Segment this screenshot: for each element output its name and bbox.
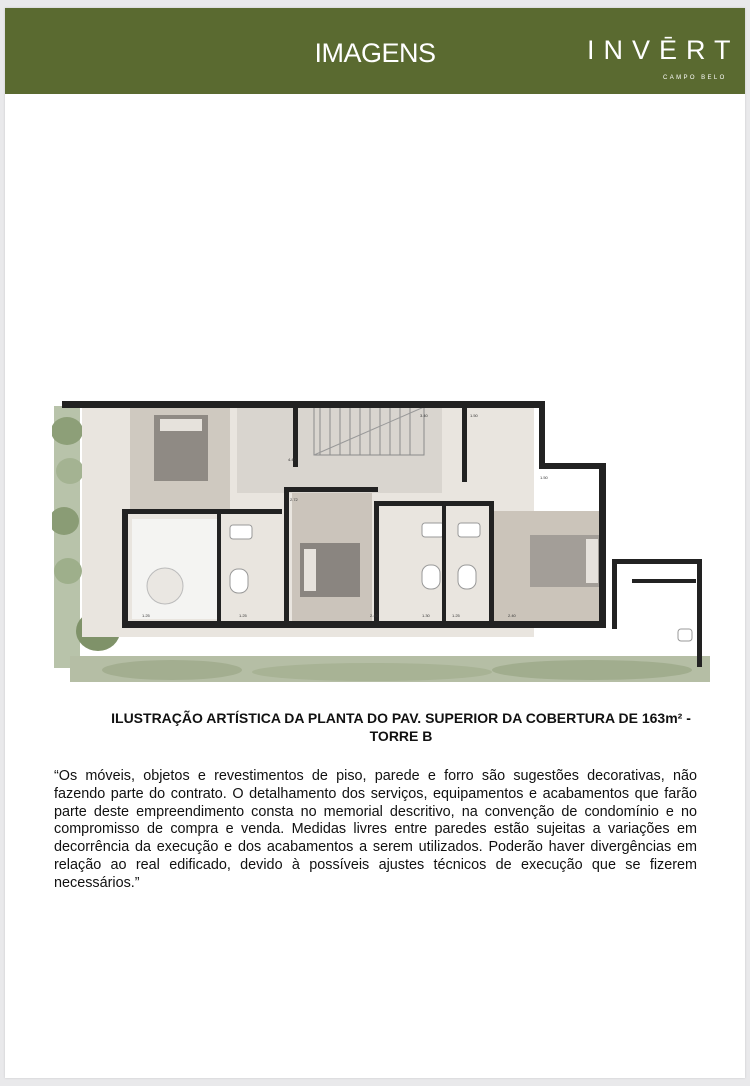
document-page [5, 8, 745, 1078]
dimension-label: 1.25 [452, 613, 460, 618]
disclaimer-text: “Os móveis, objetos e revestimentos de piso, parede e forro são sugestões decorativas, não fazendo parte do contrato. O detalhamento dos serviços, equipamentos e acabamentos que farão parte deste empreendimento consta no memorial descritivo, na convenção de condomínio e no compromisso de compra e venda. Medidas livres entre paredes estão sujeitas a variações em decorrência da execução e dos acabamentos a serem utilizados. Poderão haver divergências em relação ao real edificado, devido à possíveis ajustes técnicos de execução que se fizerem necessários.” [54, 768, 697, 891]
dimension-label: 1.25 [142, 613, 150, 618]
logo-subtext: CAMPO BELO [663, 75, 727, 81]
brand-logo [587, 35, 740, 85]
plan-caption: ILUSTRAÇÃO ARTÍSTICA DA PLANTA DO PAV. SUPERIOR DA COBERTURA DE 163m² - TORRE B [111, 710, 691, 744]
dimension-label: 3.40 [420, 413, 428, 418]
dimension-label: 1.30 [422, 613, 430, 618]
dimension-label: 2.72 [290, 497, 298, 502]
dimension-label: 1.50 [540, 475, 548, 480]
floor-plan-illustration [52, 391, 712, 696]
dimension-label: 1.25 [239, 613, 247, 618]
page-title: IMAGENS [314, 38, 436, 68]
logo-wordmark: INVĒRT [587, 35, 740, 65]
dimension-label: 2.40 [370, 613, 378, 618]
dimension-label: 1.50 [470, 413, 478, 418]
page-header [5, 8, 745, 94]
dimension-label: 2.40 [508, 613, 516, 618]
dimension-label: 4.40 [288, 457, 296, 462]
